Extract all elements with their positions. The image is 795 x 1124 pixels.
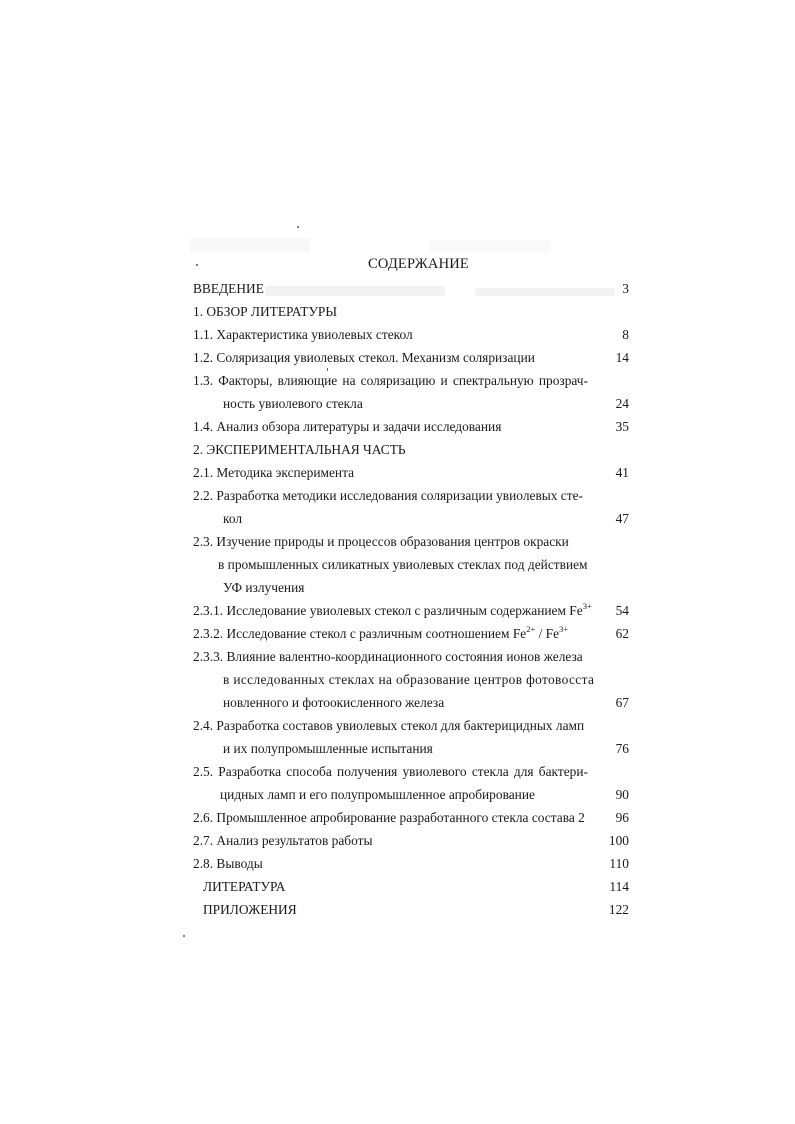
toc-page-number: 122 — [608, 902, 629, 917]
toc-page-number: 24 — [615, 396, 629, 411]
toc-superscript: 2+ — [526, 624, 536, 634]
toc-page-number: 35 — [615, 419, 629, 434]
scan-speck — [297, 226, 299, 228]
toc-superscript: 3+ — [582, 601, 592, 611]
toc-title: СОДЕРЖАНИЕ — [368, 256, 469, 272]
toc-label: 2.3. Изучение природы и процессов образования центров окраски — [193, 534, 569, 549]
toc-label: 2. ЭКСПЕРИМЕНТАЛЬНАЯ ЧАСТЬ — [193, 442, 406, 457]
toc-label: УФ излучения — [223, 580, 305, 595]
toc-label: 2.6. Промышленное апробирование разработанного стекла состава 2 — [193, 810, 585, 825]
toc-label — [193, 603, 592, 619]
scan-smudge — [475, 288, 615, 296]
toc-label: ВВЕДЕНИЕ — [193, 281, 264, 296]
toc-page-number: 14 — [615, 350, 629, 365]
toc-label: 2.8. Выводы — [193, 856, 263, 871]
scan-speck — [183, 935, 185, 937]
toc-label — [193, 626, 568, 642]
toc-superscript: 3+ — [559, 624, 569, 634]
toc-label: 1.4. Анализ обзора литературы и задачи исследования — [193, 419, 502, 434]
toc-page-number: 96 — [615, 810, 629, 825]
toc-page-number: 41 — [615, 465, 629, 480]
toc-label: кол — [223, 511, 243, 526]
toc-label: ЛИТЕРАТУРА — [203, 879, 286, 894]
toc-label: 2.4. Разработка составов увиолевых стекол для бактерицидных ламп — [193, 718, 585, 733]
toc-page-number: 76 — [615, 741, 629, 756]
scan-speck — [327, 368, 328, 371]
scan-smudge — [430, 240, 550, 252]
toc-label: 1.2. Соляризация увиолевых стекол. Механизм соляризации — [193, 350, 535, 365]
toc-label: 2.3.3. Влияние валентно-координационного состояния ионов железа — [193, 649, 583, 664]
toc-label-text: 2.3.1. Исследование увиолевых стекол с различным содержанием Fe — [193, 603, 583, 618]
toc-page-number: 8 — [622, 327, 629, 342]
toc-page-number: 100 — [608, 833, 629, 848]
toc-page-number: 3 — [622, 281, 629, 296]
toc-page-number: 110 — [609, 856, 629, 871]
toc-label: 2.2. Разработка методики исследования соляризации увиолевых сте- — [193, 488, 584, 503]
toc-label: 2.1. Методика эксперимента — [193, 465, 355, 480]
toc-page-number: 54 — [615, 603, 629, 618]
toc-label: новленного и фотоокисленного железа — [223, 695, 445, 710]
toc-page-number: 47 — [615, 511, 629, 526]
toc-label: ность увиолевого стекла — [223, 396, 363, 411]
scan-smudge — [190, 238, 310, 252]
toc-label-text: 2.3.2. Исследование стекол с различным соотношением Fe — [193, 626, 527, 641]
toc-label: цидных ламп и его полупромышленное апробирование — [220, 787, 535, 802]
toc-label-tail: / Fe — [535, 626, 560, 641]
toc-page-number: 67 — [615, 695, 629, 710]
toc-page-number: 114 — [609, 879, 629, 894]
toc-page-number: 62 — [615, 626, 629, 641]
toc-label: 2.7. Анализ результатов работы — [193, 833, 373, 848]
toc-label: 1. ОБЗОР ЛИТЕРАТУРЫ — [193, 304, 338, 319]
toc-label: ПРИЛОЖЕНИЯ — [203, 902, 297, 917]
scan-smudge — [265, 286, 445, 296]
toc-label: 1.1. Характеристика увиолевых стекол — [193, 327, 413, 342]
toc-label: 2.5. Разработка способа получения увиолевого стекла для бактери- — [193, 764, 588, 779]
toc-page-number: 90 — [615, 787, 629, 802]
toc-label: и их полупромышленные испытания — [223, 741, 433, 756]
toc-label: в исследованных стеклах на образование центров фотовосста — [223, 672, 595, 687]
toc-label: 1.3. Факторы, влияющие на соляризацию и спектральную прозрач- — [193, 373, 588, 388]
toc-label: в промышленных силикатных увиолевых стеклах под действием — [218, 557, 588, 572]
